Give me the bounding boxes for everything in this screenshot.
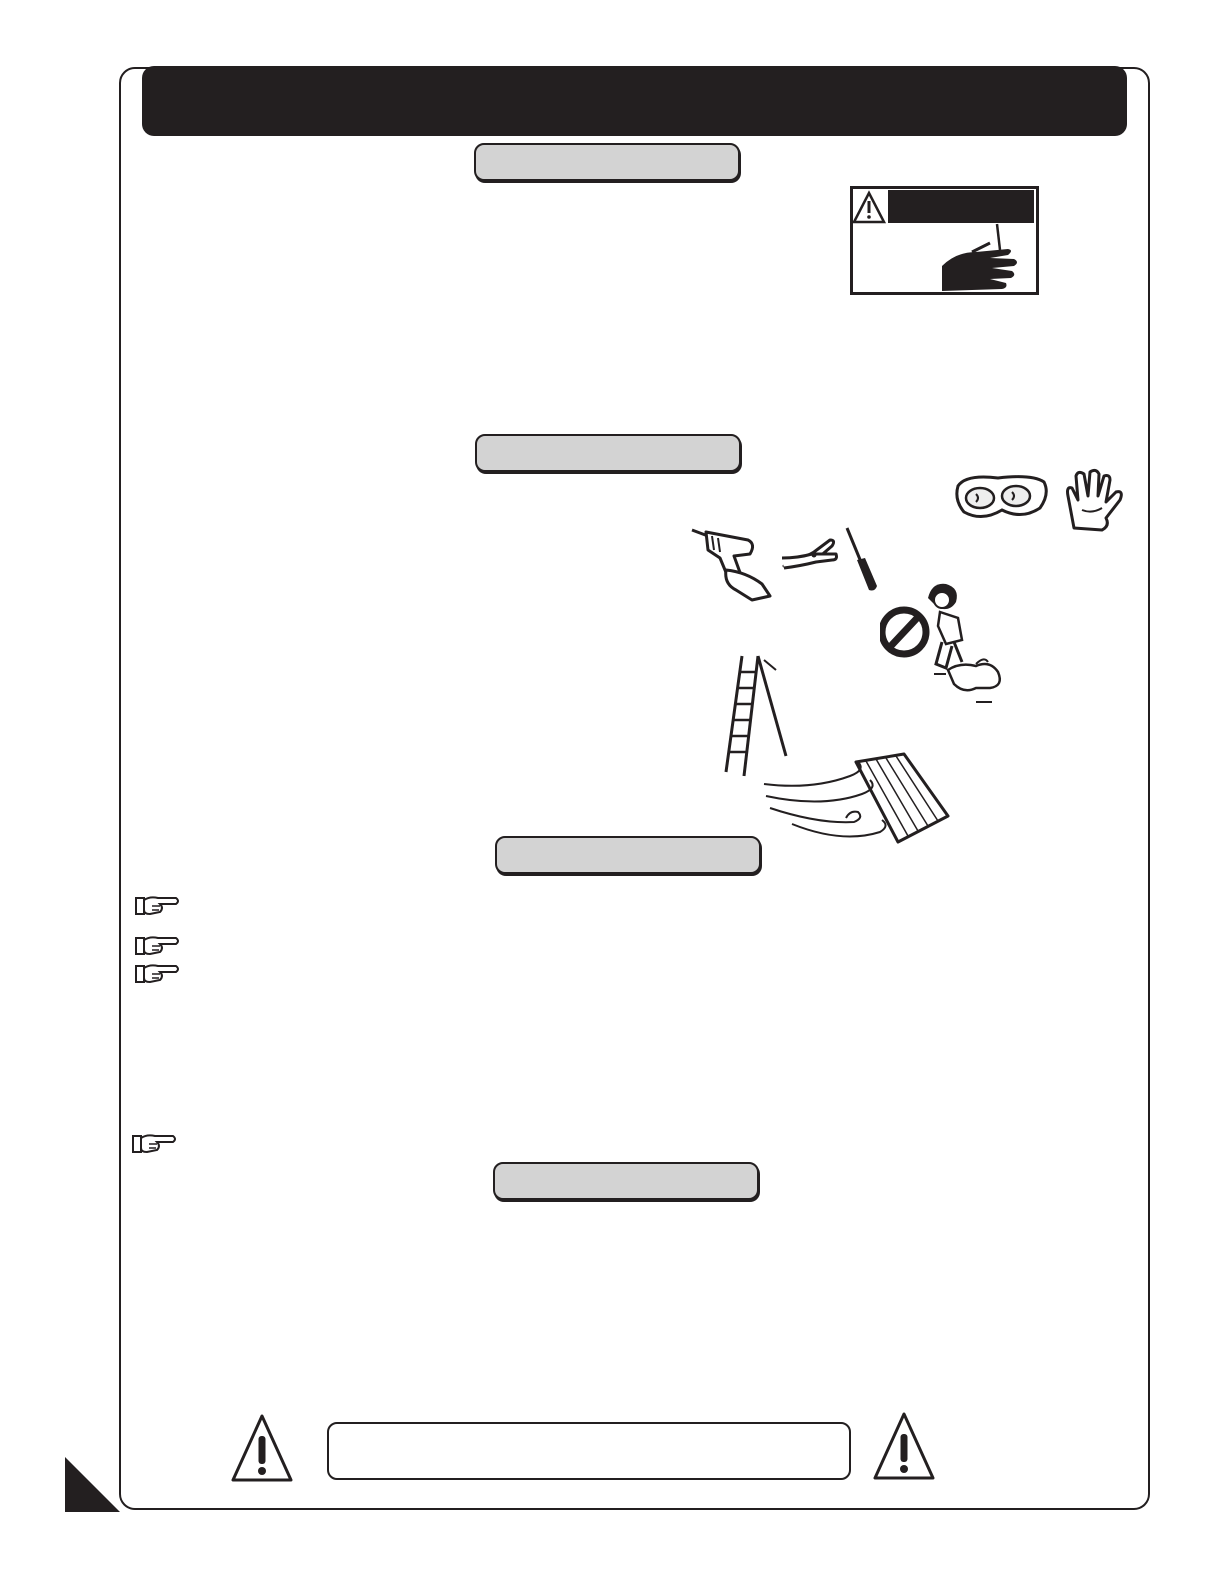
section-header-3 xyxy=(495,836,761,874)
title-bar xyxy=(142,66,1127,136)
goggles-icon xyxy=(952,468,1052,526)
section-header-1 xyxy=(474,143,740,181)
screwdriver-icon xyxy=(843,526,879,594)
pointing-hand-icon xyxy=(134,934,180,958)
power-drill-icon xyxy=(690,524,776,602)
caution-triangle-icon xyxy=(873,1410,935,1482)
hand-cut-warning-sign-icon xyxy=(850,186,1042,296)
pliers-icon xyxy=(780,536,840,572)
section-header-4 xyxy=(493,1162,759,1200)
no-children-pets-icon xyxy=(880,578,1012,706)
pointing-hand-icon xyxy=(134,894,180,918)
wind-blown-panel-icon xyxy=(762,752,958,846)
pointing-hand-icon xyxy=(131,1132,177,1156)
caution-triangle-icon xyxy=(231,1412,293,1484)
gloves-icon xyxy=(1062,466,1132,536)
notice-box xyxy=(327,1422,851,1480)
pointing-hand-icon xyxy=(134,962,180,986)
section-header-2 xyxy=(475,434,741,472)
page-corner-mark xyxy=(65,1457,120,1512)
